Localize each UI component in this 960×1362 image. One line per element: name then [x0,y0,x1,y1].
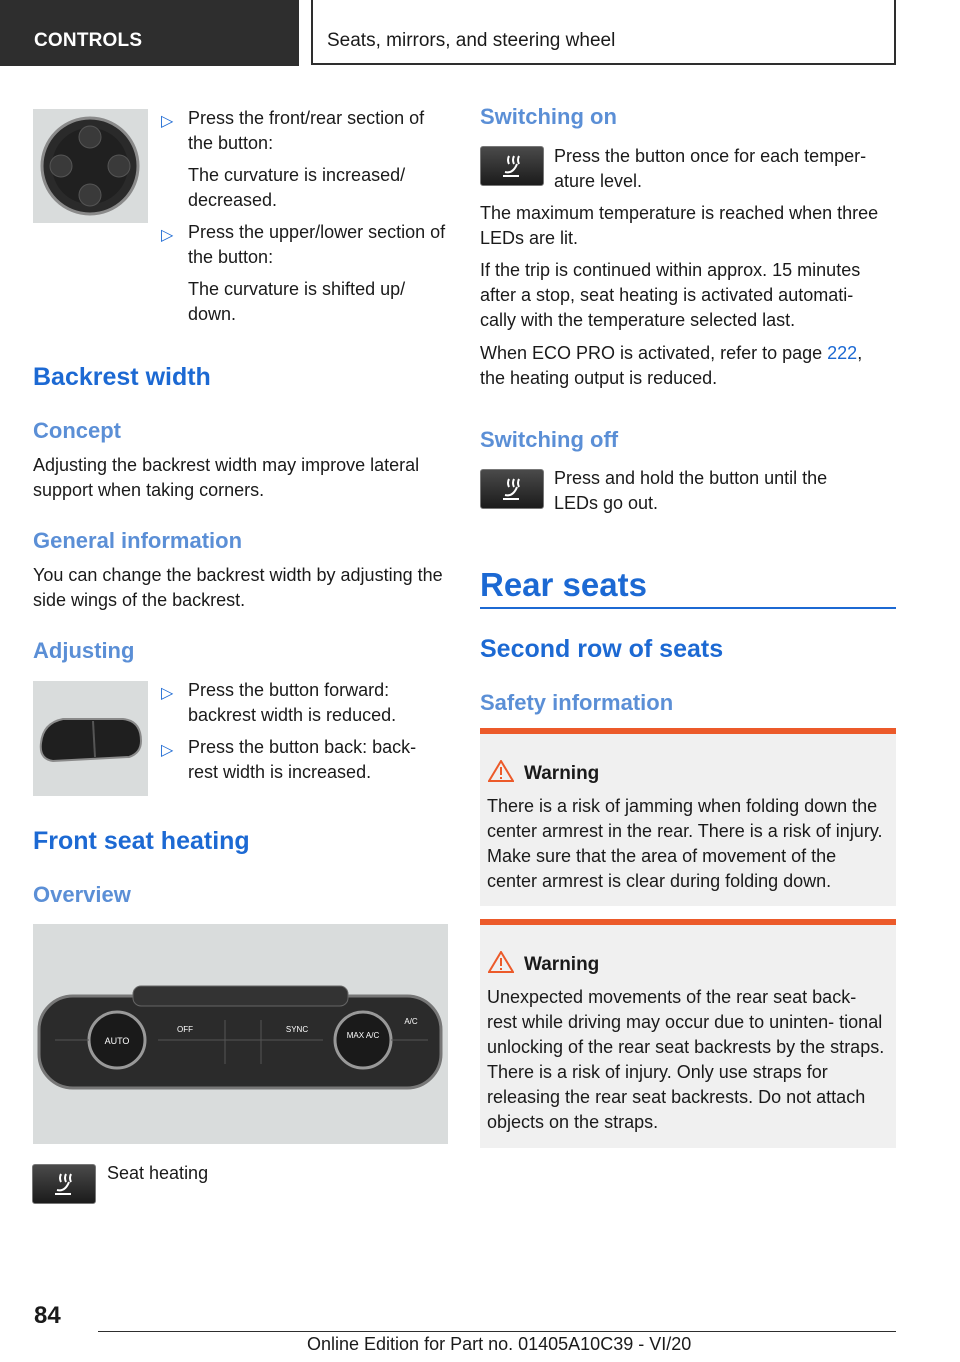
front-seat-heating-heading: Front seat heating [33,827,250,855]
warning-box-2 [480,919,896,1148]
warning-box-1 [480,728,896,906]
max-temp-text: The maximum temperature is reached when three LEDs are lit. [480,203,879,248]
heading-rule [480,607,896,609]
section-tab [0,0,299,66]
eco-pro-text [480,341,900,366]
panel-label-auto: AUTO [104,1036,130,1046]
backrest-width-heading: Backrest width [33,363,211,391]
seat-heating-button-icon [32,1164,96,1204]
general-info-text: You can change the backrest width by adjusting the side wings of the backrest. [33,565,443,610]
eco-pro-text-start: When ECO PRO is activated, refer to page [480,343,828,363]
switching-off-text: Press and hold the button until the LEDs go out. [554,468,828,513]
footer-rule [98,1331,896,1332]
chapter-tab [311,0,896,65]
lumbar-item-2-sub: The curvature is shifted up/ down. [188,279,406,324]
lumbar-item-1-sub: The curvature is increased/ decreased. [188,165,406,210]
seat-heating-button-icon [480,146,544,186]
switching-on-text: Press the button once for each temper‐ ature level. [554,146,867,191]
bullet-icon: ▷ [161,685,174,702]
warning-icon [488,951,514,973]
eco-pro-text-line2: the heating output is reduced. [480,368,718,388]
climate-panel-image [33,924,448,1144]
adjusting-item-1: Press the button forward: backrest width is reduced. [188,680,397,725]
adjusting-item-2: Press the button back: back‐ rest width is increased. [188,737,417,782]
warning-text: Unexpected movements of the rear seat back‐ rest while driving may occur due to uninten‐ tional unlocking of the rear seat backrests by the straps. There is a risk of injury. Only use straps for releasing the rear seat backrests. Do not attach objects on the straps. [487,987,885,1132]
switching-on-heading: Switching on [480,104,617,129]
backrest-button-image [33,681,148,796]
section-label: CONTROLS [34,30,143,51]
rear-seats-heading: Rear seats [480,566,647,603]
warning-text: There is a risk of jamming when folding down the center armrest in the rear. There is a risk of injury. Make sure that the area of movement of the center armrest is clear during folding down. [487,796,883,891]
panel-label-max-ac: MAX A/C [346,1031,380,1040]
chapter-label: Seats, mirrors, and steering wheel [327,30,616,51]
bullet-icon: ▷ [161,742,174,759]
overview-heading: Overview [33,882,131,907]
trip-text: If the trip is continued within approx. 15 minutes after a stop, seat heating is activated automati‐ cally with the temperature selected last. [480,260,861,330]
lumbar-item-2: Press the upper/lower section of the button: [188,222,446,267]
bullet-icon: ▷ [161,227,174,244]
concept-heading: Concept [33,418,121,443]
seat-heating-button-icon [480,469,544,509]
second-row-heading: Second row of seats [480,635,724,663]
seat-heating-caption: Seat heating [107,1163,209,1183]
safety-info-heading: Safety information [480,690,674,715]
footer-edition: Online Edition for Part no. 01405A10C39 - VI/20 [307,1334,692,1354]
warning-icon [488,760,514,782]
adjusting-heading: Adjusting [33,638,135,663]
page-number: 84 [34,1302,61,1329]
general-info-heading: General information [33,528,243,553]
panel-label-off: OFF [177,1025,193,1034]
eco-pro-comma: , [857,343,863,363]
panel-label-sync: SYNC [285,1025,309,1034]
lumbar-item-1: Press the front/rear section of the button: [188,108,425,153]
switching-off-heading: Switching off [480,427,619,452]
concept-text: Adjusting the backrest width may improve lateral support when taking corners. [33,455,420,500]
warning-title: Warning [524,763,600,784]
warning-title: Warning [524,954,600,975]
panel-label-ac: A/C [404,1017,418,1026]
lumbar-button-image [33,109,148,223]
bullet-icon: ▷ [161,113,174,130]
page-link[interactable]: 222 [827,343,858,363]
